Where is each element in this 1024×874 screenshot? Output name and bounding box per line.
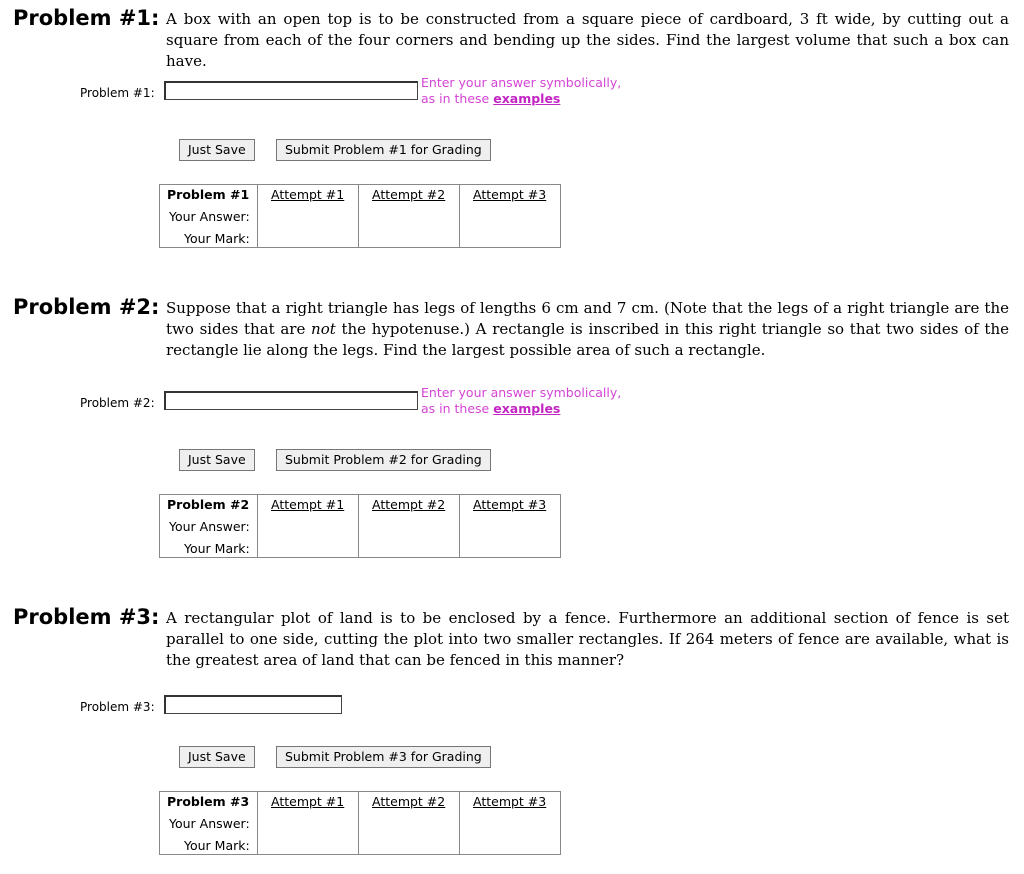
problem-1-hint-line1: Enter your answer symbolically,: [421, 75, 622, 90]
problem-1-examples-link[interactable]: examples: [493, 90, 561, 106]
problem-3-attempt-3-link[interactable]: Attempt #3: [473, 794, 547, 809]
problem-3-answer-label: Problem #3:: [80, 700, 155, 714]
problem-2-answer-input[interactable]: [164, 391, 418, 410]
problem-3-your-answer-label: Your Answer:: [169, 816, 250, 831]
problem-1-attempts-table: [159, 184, 561, 248]
problem-1-table-header: Problem #1: [167, 187, 250, 202]
problem-2-text: Suppose that a right triangle has legs of lengths 6 cm and 7 cm. (Note that the legs of a right triangle are the two sides that are not the hypotenuse.) A rectangle is inscribed in this right triangle so that two sides of the rectangle lie along the legs. Find the largest possible area of such a rectangle.: [166, 299, 1009, 359]
problem-3-just-save-button[interactable]: Just Save: [179, 746, 255, 768]
problem-1-just-save-button[interactable]: Just Save: [179, 139, 255, 161]
problem-1-title: Problem #1:: [13, 6, 160, 30]
problem-2-attempt-2-link[interactable]: Attempt #2: [372, 497, 446, 512]
problem-2-attempt-1-link[interactable]: Attempt #1: [271, 497, 345, 512]
problem-1-your-answer-label: Your Answer:: [169, 209, 250, 224]
problem-2-hint-line2: as in these: [421, 400, 490, 416]
problem-3-text: A rectangular plot of land is to be enclosed by a fence. Furthermore an additional section of fence is set parallel to one side, cutting the plot into two smaller rectangles. If 264 meters of fence are available, what is the greatest area of land that can be fenced in this manner?: [166, 609, 1009, 669]
problem-2-title: Problem #2:: [13, 295, 160, 319]
problem-1-answer-input[interactable]: [164, 81, 418, 100]
problem-3-answer-input[interactable]: [164, 695, 342, 714]
problem-2-hint: [421, 385, 621, 416]
problem-3-attempt-2-link[interactable]: Attempt #2: [372, 794, 446, 809]
problem-1-hint-line2: as in these: [421, 90, 490, 106]
problem-1-attempt-2-link[interactable]: Attempt #2: [372, 187, 446, 202]
problem-2-just-save-button[interactable]: Just Save: [179, 449, 255, 471]
problem-3-title: Problem #3:: [13, 605, 160, 629]
problem-2-attempt-3-link[interactable]: Attempt #3: [473, 497, 547, 512]
problem-1-your-mark-label: Your Mark:: [184, 231, 250, 246]
problem-2-attempts-table: [159, 494, 561, 558]
problem-2-hint-line1: Enter your answer symbolically,: [421, 385, 622, 400]
problem-2-examples-link[interactable]: examples: [493, 400, 561, 416]
problem-1-answer-label: Problem #1:: [80, 86, 155, 100]
problem-1-attempt-1-link[interactable]: Attempt #1: [271, 187, 345, 202]
problem-2-answer-label: Problem #2:: [80, 396, 155, 410]
problem-1-text: A box with an open top is to be constructed from a square piece of cardboard, 3 ft wide, by cutting out a square from each of the four corners and bending up the sides. Find the largest volume that such a box can have.: [166, 10, 1009, 70]
problem-3-table-header: Problem #3: [167, 794, 250, 809]
problem-3-your-mark-label: Your Mark:: [184, 838, 250, 853]
problem-2-your-mark-label: Your Mark:: [184, 541, 250, 556]
problem-3-attempt-1-link[interactable]: Attempt #1: [271, 794, 345, 809]
problem-1-submit-button[interactable]: Submit Problem #1 for Grading: [276, 139, 491, 161]
problem-2-table-header: Problem #2: [167, 497, 250, 512]
problem-1-hint: [421, 75, 621, 106]
problem-1-attempt-3-link[interactable]: Attempt #3: [473, 187, 547, 202]
problem-3-submit-button[interactable]: Submit Problem #3 for Grading: [276, 746, 491, 768]
problem-3-attempts-table: [159, 791, 561, 855]
problem-2-your-answer-label: Your Answer:: [169, 519, 250, 534]
problem-2-submit-button[interactable]: Submit Problem #2 for Grading: [276, 449, 491, 471]
